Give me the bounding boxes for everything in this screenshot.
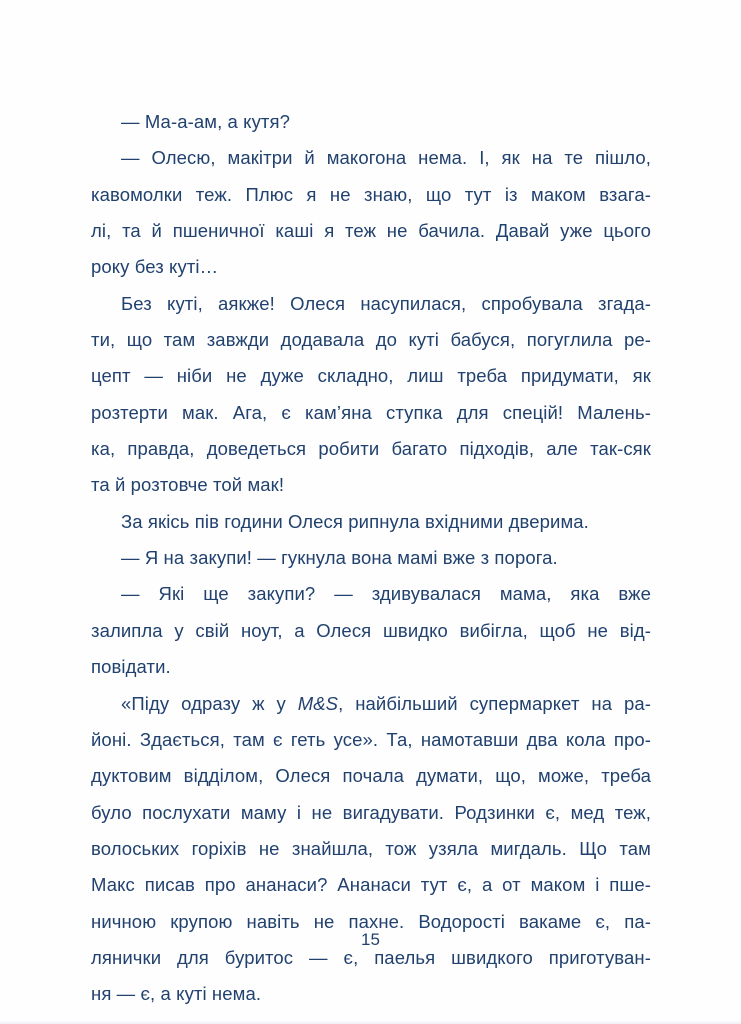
text-line: — Які ще закупи? — здивувалася мама, яка вже	[121, 583, 651, 605]
text-line: було послухати маму і не вигадувати. Родзинки є, мед теж,	[91, 801, 651, 823]
page-number: 15	[361, 930, 380, 949]
text-line: ничною крупою навіть не пахне. Водорості вакаме є, па-	[91, 910, 651, 932]
text-line: залипла у свій ноут, а Олеся швидко вибігла, щоб не від-	[91, 619, 651, 641]
text-line: розтерти мак. Ага, є кам’яна ступка для спецій! Малень-	[91, 401, 651, 423]
body-text	[91, 104, 651, 1013]
text-line: йоні. Здається, там є геть усе». Та, намотавши два кола про-	[91, 728, 651, 750]
text-line: ти, що там завжди додавала до куті бабуся, погуглила ре-	[91, 329, 651, 351]
text-line: повідати.	[91, 656, 171, 678]
text-line: ня — є, а куті нема.	[91, 983, 262, 1005]
text-line: та й розтовче той мак!	[91, 474, 285, 496]
brand-name: M&S	[297, 692, 339, 714]
text-line: — Ма-а-ам, а кутя?	[121, 111, 291, 132]
text-line: лі, та й пшеничної каші я теж не бачила. Давай уже цього	[91, 220, 651, 242]
page-edge-shadow	[0, 1020, 741, 1024]
text-line: дуктовим відділом, Олеся почала думати, що, може, треба	[91, 765, 651, 787]
text-line: За якісь пів години Олеся рипнула вхідними дверима.	[121, 510, 589, 532]
text-line: кавомолки теж. Плюс я не знаю, що тут із маком взага-	[91, 183, 651, 205]
text-line: волоських горіхів не знайшла, тож узяла мигдаль. Що там	[91, 837, 651, 859]
text-line: Макс писав про ананаси? Ананаси тут є, а от маком і пше-	[91, 874, 651, 896]
text-line: ка, правда, доведеться робити багато підходів, але так-сяк	[91, 438, 651, 460]
text-line: — Олесю, макітри й макогона нема. І, як на те пішло,	[121, 147, 651, 169]
text-line: «Піду одразу ж у M&S, найбільший супермаркет на ра-	[121, 692, 651, 714]
text-line: — Я на закупи! — гукнула вона мамі вже з порога.	[121, 547, 558, 569]
text-line: року без куті…	[91, 256, 219, 278]
text-line: Без куті, аякже! Олеся насупилася, спробувала згада-	[121, 292, 651, 314]
text-line: лянички для буритос — є, паелья швидкого приготуван-	[91, 946, 651, 968]
text-line: цепт — ніби не дуже складно, лиш треба придумати, як	[91, 365, 651, 387]
